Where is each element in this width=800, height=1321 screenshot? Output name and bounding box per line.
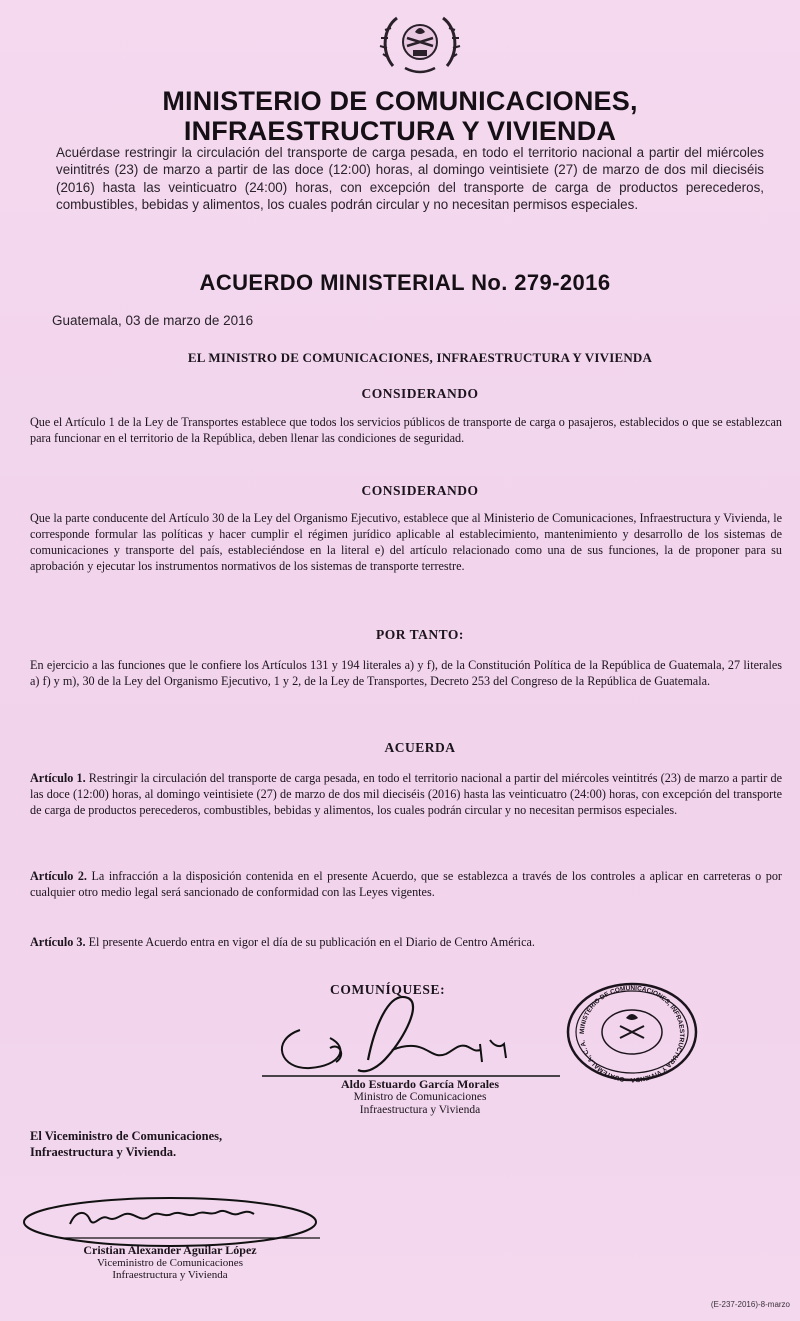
considerando-2-text: Que la parte conducente del Artículo 30 de la Ley del Organismo Ejecutivo, establece que al Ministerio de Comunicaciones, Infraestructura y Vivienda, le corresponde formular las políticas y hacer cumplir el régimen jurídico aplicable al establecimiento, mantenimiento y desarrollo de los sistemas de comunicaciones y transporte del país, estableciéndose en la literal e) del artículo relacionado como una de sus funciones, la de proponer para su aprobación y ejecutar los instrumentos normativos de los sistemas de transporte terrestre.	[30, 511, 782, 573]
considerando-1-text: Que el Artículo 1 de la Ley de Transportes establece que todos los servicios públicos de transporte de carga o pasajeros, establecidos o que se establezcan para funcionar en el territorio de la República, deben llenar las condiciones de seguridad.	[30, 415, 782, 445]
vice-minister-name: Cristian Alexander Aguilar López	[83, 1243, 257, 1257]
minister-signer-block	[280, 1078, 560, 1117]
svg-text:MINISTERIO DE COMUNICACIONES,	[579, 985, 685, 1083]
minister-heading: EL MINISTRO DE COMUNICACIONES, INFRAESTRUCTURA Y VIVIENDA	[187, 350, 653, 365]
vice-signer-block	[40, 1244, 300, 1282]
agreement-date: Guatemala, 03 de marzo de 2016	[52, 313, 254, 328]
agreement-summary: Acuérdase restringir la circulación del transporte de carga pesada, en todo el territorio nacional a partir del miércoles veintitrés (23) de marzo a partir de las doce (12:00) horas, al domingo veintisiete (27) de marzo de dos mil dieciséis (2016) hasta las veinticuatro (24:00) horas, con excepción del transporte de carga de productos perecederos, combustibles, bebidas y alimentos, los cuales podrán circular y no necesitan permisos especiales.	[56, 145, 764, 213]
minister-role-1: Ministro de Comunicaciones	[353, 1091, 487, 1103]
minister-name: Aldo Estuardo García Morales	[340, 1077, 500, 1091]
vice-role-2: Infraestructura y Vivienda	[112, 1269, 228, 1281]
stamp-text: MINISTERIO DE COMUNICACIONES, INFRAESTRUCTURA Y VIVIENDA · GUATEMALA, C. A.	[578, 984, 686, 1084]
publication-code: (E-237-2016)-8-marzo	[710, 1300, 790, 1309]
agreement-title: ACUERDO MINISTERIAL No. 279-2016	[199, 270, 611, 295]
article-3-label: Artículo 3.	[30, 935, 86, 949]
vice-heading	[30, 1128, 330, 1160]
article-3-text: El presente Acuerdo entra en vigor el día de su publicación en el Diario de Centro América.	[85, 935, 535, 949]
article-2-label: Artículo 2.	[30, 869, 87, 883]
considerando-2-heading: CONSIDERANDO	[361, 483, 479, 498]
article-1-text: Restringir la circulación del transporte de carga pesada, en todo el territorio nacional a partir del miércoles veintitrés (23) de marzo a partir de las doce (12:00) horas, al domingo veintisiete (27) de marzo de dos mil dieciséis (2016) hasta las veinticuatro (24:00) horas, con excepción del transporte de carga de productos perecederos, combustibles, bebidas y alimentos, los cuales podrán circular y no necesitan permisos especiales.	[30, 771, 782, 817]
official-stamp	[562, 980, 702, 1084]
article-2-text: La infracción a la disposición contenida en el presente Acuerdo, que se establezca a través de los controles a aplicar en carreteras o por cualquier otro medio legal será sancionado de conformidad con las Leyes vigentes.	[30, 869, 782, 899]
acuerda-heading: ACUERDA	[384, 740, 456, 755]
por-tanto-text: En ejercicio a las funciones que le confiere los Artículos 131 y 194 literales a) y f), de la Constitución Política de la República de Guatemala, 27 literales a) f) y m), 30 de la Ley del Organismo Ejecutivo, 1 y 2, de la Ley de Transportes, Decreto 253 del Congreso de la República de Guatemala.	[30, 658, 782, 688]
vice-heading-line-1: El Viceministro de Comunicaciones,	[30, 1129, 223, 1143]
por-tanto-heading: POR TANTO:	[376, 627, 464, 642]
article-1-label: Artículo 1.	[30, 771, 86, 785]
minister-role-2: Infraestructura y Vivienda	[359, 1104, 481, 1116]
ministry-title: MINISTERIO DE COMUNICACIONES, INFRAESTRUCTURA Y VIVIENDA	[162, 86, 638, 146]
comuniquese-label: COMUNÍQUESE:	[330, 982, 446, 997]
vice-heading-line-2: Infraestructura y Vivienda.	[30, 1145, 177, 1159]
considerando-1-heading: CONSIDERANDO	[361, 386, 479, 401]
vice-role-1: Viceministro de Comunicaciones	[97, 1256, 243, 1269]
